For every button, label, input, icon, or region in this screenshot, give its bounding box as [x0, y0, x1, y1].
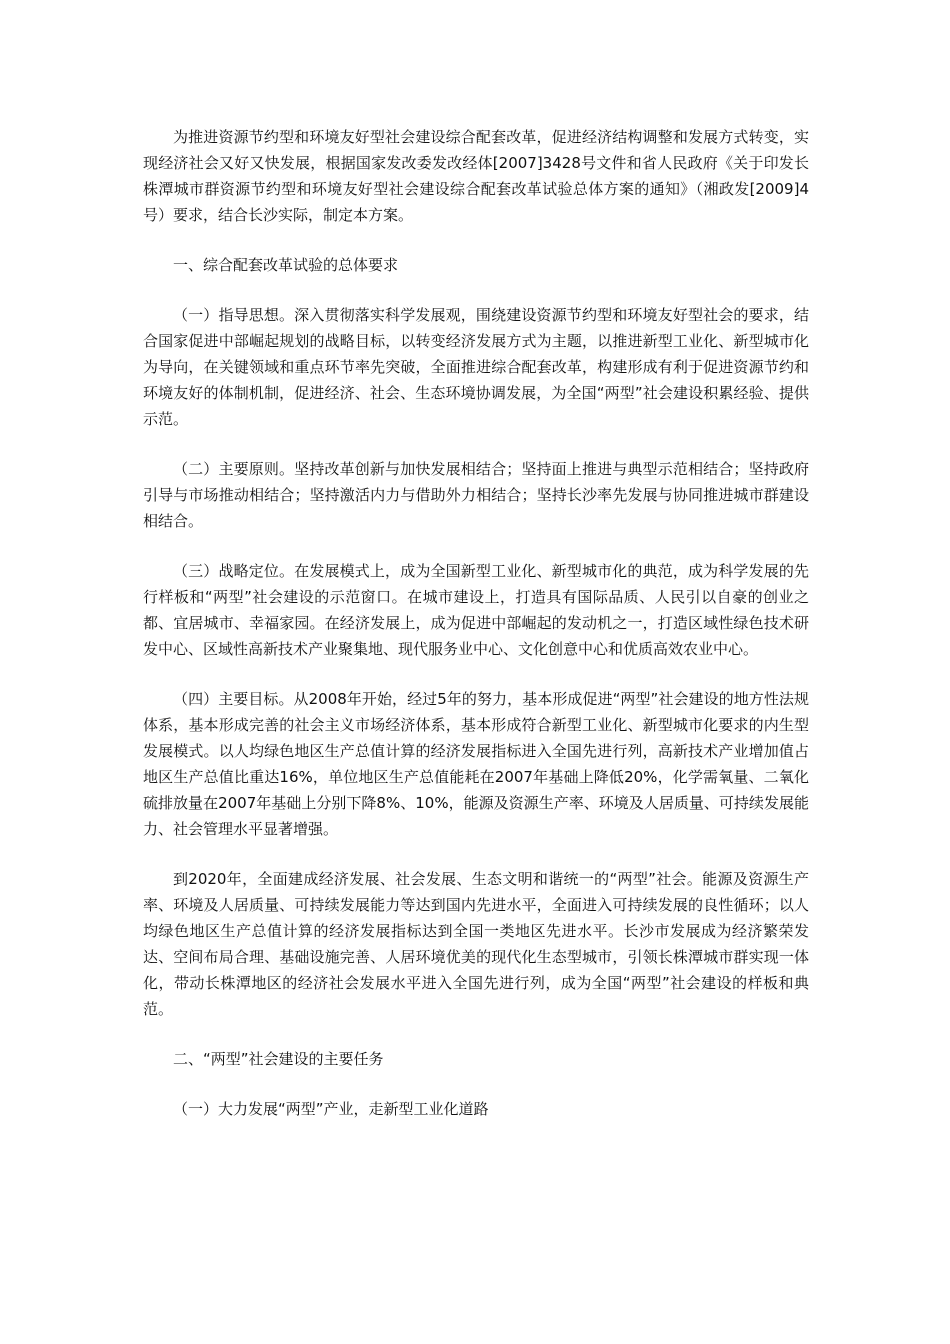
subsection-heading-1: （一）大力发展“两型”产业，走新型工业化道路 [173, 1100, 489, 1118]
main-goals-paragraph: （四）主要目标。从2008年开始，经过5年的努力，基本形成促进“两型”社会建设的地方性法规体系，基本形成完善的社会主义市场经济体系，基本形成符合新型工业化、新型城市化要求的内生型发展模式。以人均绿色地区生产总值计算的经济发展指标进入全国先进行列，高新技术产业增加值占地区生产总值比重达16%，单位地区生产总值能耗在2007年基础上降低20%，化学需氧量、二氧化硫排放量在2007年基础上分别下降8%、10%，能源及资源生产率、环境及人居质量、可持续发展能力、社会管理水平显著增强。 [143, 690, 809, 838]
section-heading-1: 一、综合配套改革试验的总体要求 [173, 256, 399, 274]
main-principles-paragraph: （二）主要原则。坚持改革创新与加快发展相结合；坚持面上推进与典型示范相结合；坚持政府引导与市场推动相结合；坚持激活内力与借助外力相结合；坚持长沙率先发展与协同推进城市群建设相结合。 [143, 460, 809, 530]
section-heading-2: 二、“两型”社会建设的主要任务 [173, 1050, 384, 1068]
strategic-positioning-paragraph: （三）战略定位。在发展模式上，成为全国新型工业化、新型城市化的典范，成为科学发展的先行样板和“两型”社会建设的示范窗口。在城市建设上，打造具有国际品质、人民引以自豪的创业之都、宜居城市、幸福家园。在经济发展上，成为促进中部崛起的发动机之一，打造区域性绿色技术研发中心、区域性高新技术产业聚集地、现代服务业中心、文化创意中心和优质高效农业中心。 [143, 562, 809, 658]
document-body [143, 124, 809, 1146]
goals-2020-paragraph: 到2020年，全面建成经济发展、社会发展、生态文明和谐统一的“两型”社会。能源及资源生产率、环境及人居质量、可持续发展能力等达到国内先进水平，全面进入可持续发展的良性循环；以人均绿色地区生产总值计算的经济发展指标达到全国一类地区先进水平。长沙市发展成为经济繁荣发达、空间布局合理、基础设施完善、人居环境优美的现代化生态型城市，引领长株潭城市群实现一体化，带动长株潭地区的经济社会发展水平进入全国先进行列，成为全国“两型”社会建设的样板和典范。 [143, 870, 809, 1018]
intro-paragraph: 为推进资源节约型和环境友好型社会建设综合配套改革，促进经济结构调整和发展方式转变，实现经济社会又好又快发展，根据国家发改委发改经体[2007]3428号文件和省人民政府《关于印发长株潭城市群资源节约型和环境友好型社会建设综合配套改革试验总体方案的通知》（湘政发[2009]4号）要求，结合长沙实际，制定本方案。 [143, 128, 809, 224]
guiding-ideology-paragraph: （一）指导思想。深入贯彻落实科学发展观，围绕建设资源节约型和环境友好型社会的要求，结合国家促进中部崛起规划的战略目标，以转变经济发展方式为主题，以推进新型工业化、新型城市化为导向，在关键领域和重点环节率先突破，全面推进综合配套改革，构建形成有利于促进资源节约和环境友好的体制机制，促进经济、社会、生态环境协调发展，为全国“两型”社会建设积累经验、提供示范。 [143, 306, 809, 428]
